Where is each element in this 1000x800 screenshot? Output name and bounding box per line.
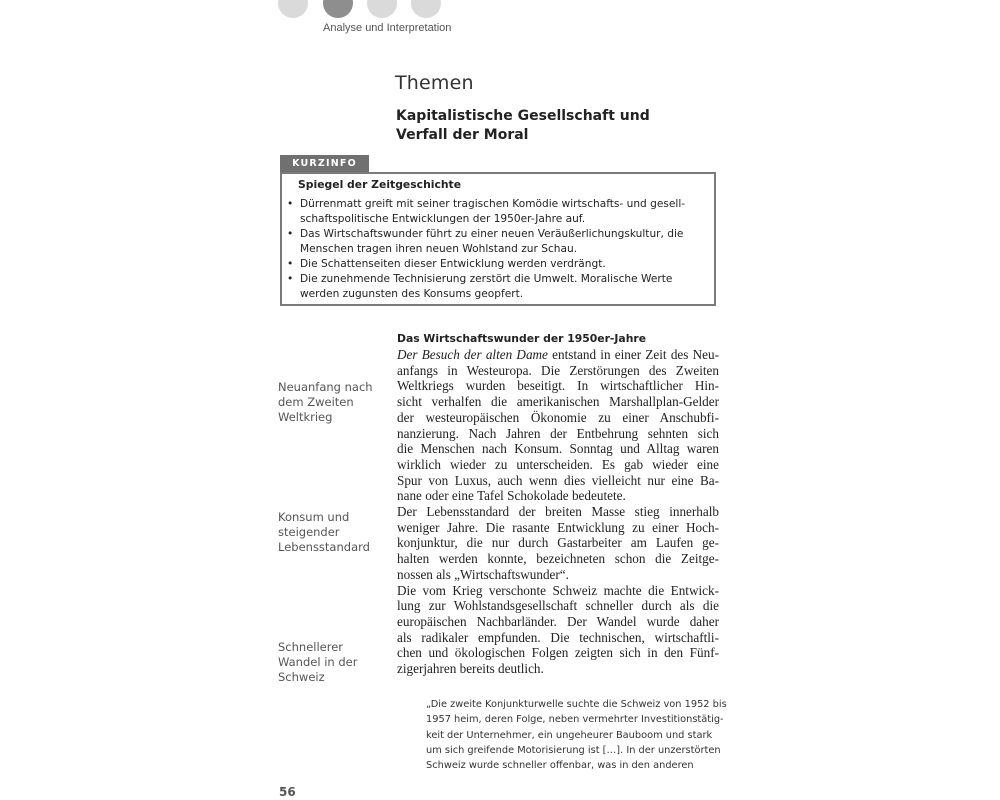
margin-note-konsum bbox=[278, 510, 378, 555]
body-heading: Das Wirtschaftswunder der 1950er-Jahre bbox=[397, 332, 647, 345]
margin-note-line: Schweiz bbox=[278, 670, 325, 684]
body-line: die Menschen nach Konsum. Sonntag und Alltag waren bbox=[397, 441, 719, 457]
kurzinfo-item-line: schaftspolitische Entwicklungen der 1950er-Jahre auf. bbox=[300, 213, 586, 225]
body-line: Spur von Luxus, auch wenn dies vielleicht nur eine Ba- bbox=[397, 472, 719, 488]
body-line: Weltkriegs wurden beseitigt. In wirtschaftlicher Hin- bbox=[397, 378, 719, 394]
section-label: Analyse und Interpretation bbox=[323, 22, 452, 34]
body-line: der westeuropäischen Ökonomie zu einer Anschubfi- bbox=[397, 409, 719, 425]
body-line: zigerjahren bereits deutlich. bbox=[397, 661, 544, 677]
chapter-dot bbox=[411, 0, 441, 18]
margin-note-line: Schnellerer bbox=[278, 640, 344, 654]
body-line: lung zur Wohlstandsgesellschaft schneller durch als die bbox=[397, 598, 719, 614]
kurzinfo-item-line: werden zugunsten des Konsums geopfert. bbox=[300, 288, 524, 300]
quote-line: „Die zweite Konjunkturwelle suchte die Schweiz von 1952 bis bbox=[426, 699, 727, 710]
body-line: europäischen Nachbarländer. Der Wandel wurde daher bbox=[397, 613, 719, 629]
margin-note-line: Lebensstandard bbox=[278, 540, 370, 554]
kurzinfo-item-line: • Das Wirtschaftswunder führt zu einer neuen Veräußerlichungskultur, die bbox=[300, 228, 684, 240]
quote-line: 1957 heim, deren Folge, neben vermehrter Investitionstätig- bbox=[426, 714, 724, 726]
work-title: Der Besuch der alten Dame bbox=[397, 347, 548, 362]
body-line: nossen als „Wirtschaftswunder“. bbox=[397, 566, 569, 582]
body-line: konjunktur, die nur durch Gastarbeiter am Laufen ge- bbox=[397, 535, 719, 551]
body-line: nanzierung. Nach Jahren der Entbehrung sehnten sich bbox=[397, 425, 719, 441]
chapter-dot bbox=[367, 0, 397, 18]
kurzinfo-list bbox=[287, 197, 707, 302]
quote-line: Schweiz wurde schneller offenbar, was in den anderen bbox=[426, 760, 694, 772]
kurzinfo-item bbox=[287, 227, 707, 257]
page-title bbox=[396, 107, 650, 145]
margin-note-line: steigender bbox=[278, 525, 340, 539]
kurzinfo-heading: Spiegel der Zeitgeschichte bbox=[298, 178, 462, 191]
page-number: 56 bbox=[279, 785, 296, 799]
margin-note-line: Weltkrieg bbox=[278, 410, 333, 424]
body-text bbox=[397, 347, 719, 677]
kurzinfo-item bbox=[287, 257, 707, 272]
page-title-line: Kapitalistische Gesellschaft und bbox=[396, 108, 650, 124]
kurzinfo-item-line: Menschen tragen ihren neuen Wohlstand zur Schau. bbox=[300, 243, 578, 255]
kurzinfo-tab: KURZINFO bbox=[280, 155, 369, 172]
body-line: als radikaler empfunden. Die technischen, wirtschaftli- bbox=[397, 629, 719, 645]
margin-note-line: dem Zweiten bbox=[278, 395, 354, 409]
chapter-dot bbox=[278, 0, 308, 18]
margin-note-neuanfang bbox=[278, 380, 378, 425]
body-line: nane oder eine Tafel Schokolade bedeutete. bbox=[397, 488, 626, 504]
margin-note-line: Wandel in der bbox=[278, 655, 358, 669]
chapter-progress-dots bbox=[278, 0, 448, 20]
chapter-dot-active bbox=[323, 0, 353, 18]
margin-note-line: Neuanfang nach bbox=[278, 380, 373, 394]
body-line bbox=[397, 347, 719, 363]
body-line: anfangs in Westeuropa. Die Zerstörungen des Zweiten bbox=[397, 362, 719, 378]
kurzinfo-item-line: • Dürrenmatt greift mit seiner tragischen Komödie wirtschafts- und gesell- bbox=[300, 198, 686, 210]
body-line: weniger Jahre. Die rasante Entwicklung zu einer Hoch- bbox=[397, 519, 719, 535]
quote-line: um sich greifende Motorisierung ist […]. In der unzerstörten bbox=[426, 744, 721, 756]
margin-note-line: Konsum und bbox=[278, 510, 350, 524]
themen-heading: Themen bbox=[395, 72, 474, 94]
quote-block bbox=[426, 697, 727, 773]
kurzinfo-item-line: • Die zunehmende Technisierung zerstört die Umwelt. Moralische Werte bbox=[300, 273, 673, 285]
margin-note-schweiz bbox=[278, 640, 378, 685]
page-title-line: Verfall der Moral bbox=[396, 127, 529, 143]
quote-line: keit der Unternehmer, ein ungeheurer Bauboom und stark bbox=[426, 729, 713, 741]
body-line-text: entstand in einer Zeit des Neu- bbox=[547, 347, 719, 362]
body-line: sicht verhalfen die amerikanischen Marshallplan-Gelder bbox=[397, 394, 719, 410]
body-line: halten werden konnte, bezeichneten schon die Zeitge- bbox=[397, 551, 719, 567]
kurzinfo-item bbox=[287, 272, 707, 302]
body-line: chen und ökologischen Folgen zeigten sich in den Fünf- bbox=[397, 645, 719, 661]
body-line: wirklich wieder zu unterscheiden. Es gab wieder eine bbox=[397, 456, 719, 472]
body-line: Die vom Krieg verschonte Schweiz machte die Entwick- bbox=[397, 582, 719, 598]
kurzinfo-item-line: • Die Schattenseiten dieser Entwicklung werden verdrängt. bbox=[300, 258, 606, 270]
body-line: Der Lebensstandard der breiten Masse stieg innerhalb bbox=[397, 504, 719, 520]
kurzinfo-item bbox=[287, 197, 707, 227]
